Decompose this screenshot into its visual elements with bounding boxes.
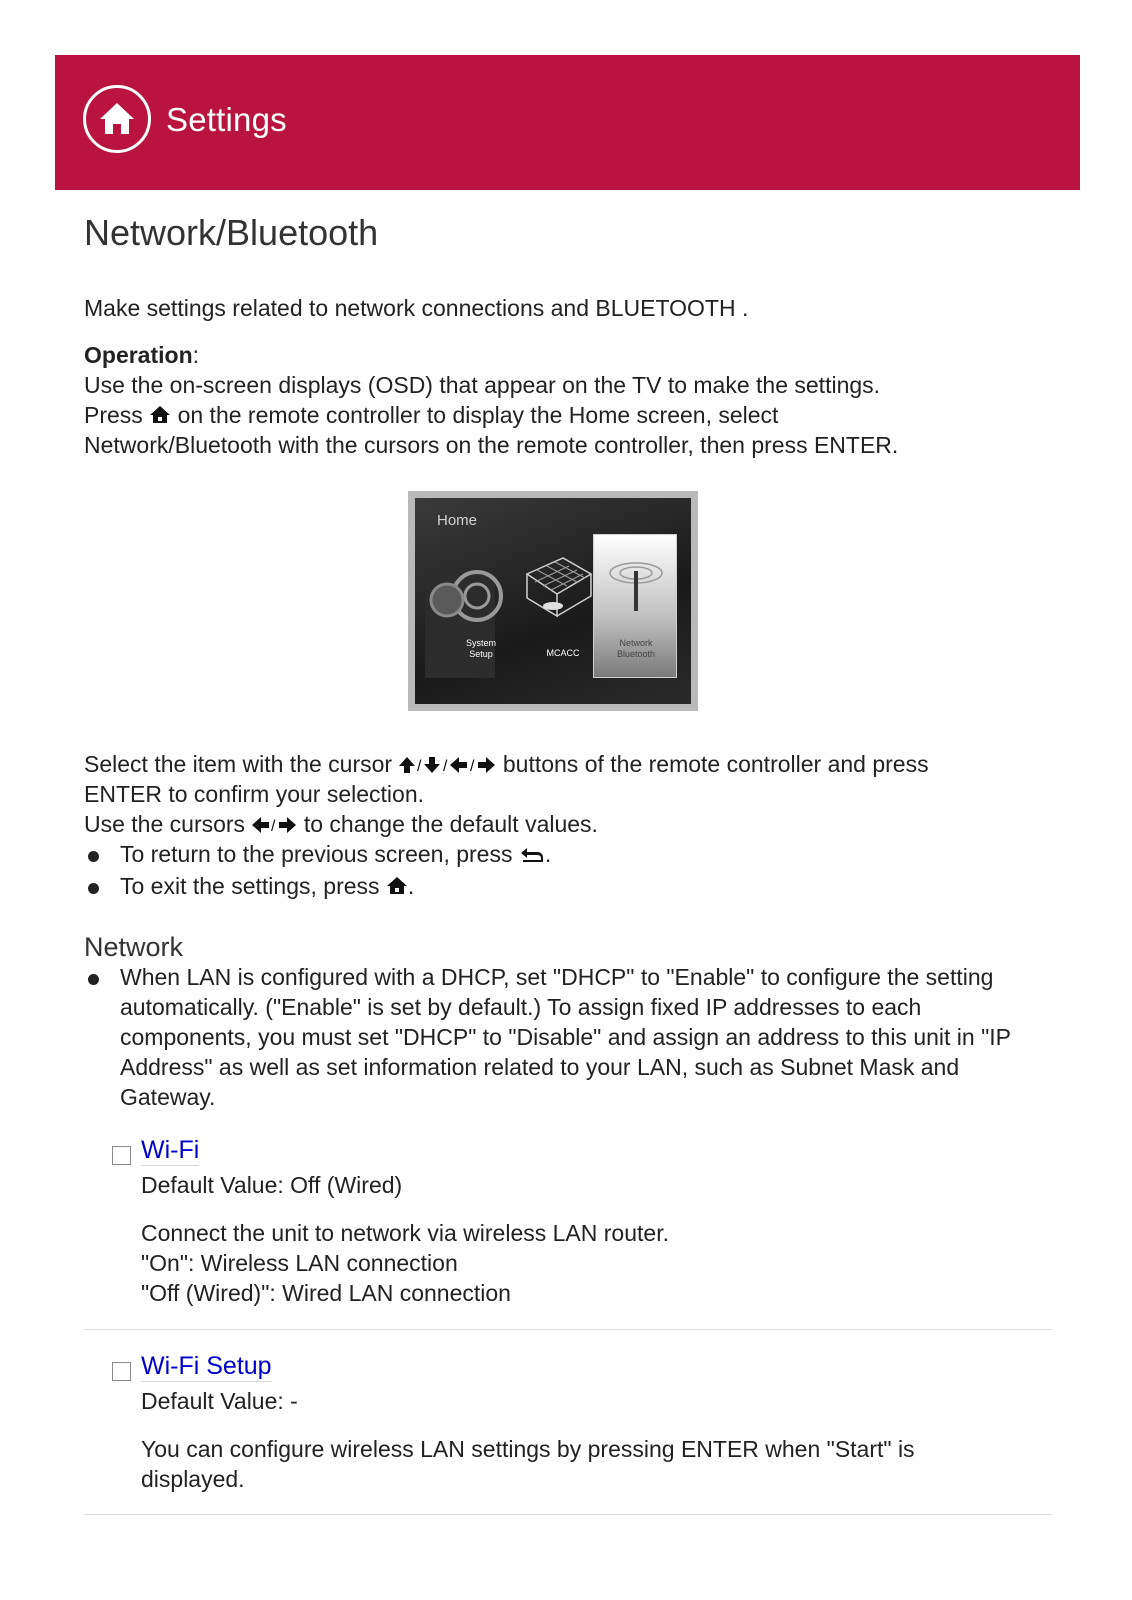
header-banner (55, 55, 1080, 190)
osd-mcacc-label: MCACC (546, 648, 580, 658)
gear-icon (427, 568, 507, 638)
osd-system-setup-line2: Setup (469, 649, 493, 659)
nav-bullet-list (84, 839, 551, 903)
list-item (84, 871, 551, 903)
home-key-icon (386, 873, 408, 903)
network-section-title: Network (84, 932, 184, 962)
divider (84, 1329, 1052, 1330)
wifi-setup-link[interactable]: Wi-Fi Setup (141, 1352, 272, 1380)
osd-network-label (613, 638, 659, 660)
intro-text: Make settings related to network connections and BLUETOOTH . (84, 295, 749, 321)
operation-line-1: Use the on-screen displays (OSD) that appear on the TV to make the settings. (84, 372, 881, 398)
svg-text:/: / (271, 818, 276, 834)
mcacc-grid-icon (523, 554, 595, 618)
svg-text:/: / (443, 758, 448, 774)
osd-home-label: Home (437, 512, 478, 529)
home-icon (83, 85, 151, 153)
wifi-checkbox[interactable] (112, 1146, 131, 1165)
nav-line-1 (84, 749, 929, 781)
return-instruction-end: . (544, 841, 552, 867)
operation-heading (84, 340, 199, 370)
nav-line-3 (84, 809, 598, 841)
wifi-link[interactable]: Wi-Fi (141, 1136, 200, 1164)
operation-line-2 (84, 400, 778, 432)
wifi-setup-desc-line-1: You can configure wireless LAN settings by pressing ENTER when "Start" is (141, 1436, 915, 1462)
left-right-arrows-icon (251, 811, 297, 841)
antenna-icon (606, 559, 666, 615)
wifi-desc-line-2: "On": Wireless LAN connection (141, 1250, 458, 1276)
nav-line-3-pre: Use the cursors (84, 811, 246, 837)
nav-line-1-post: buttons of the remote controller and press (502, 751, 929, 777)
nav-line-2: ENTER to confirm your selection. (84, 781, 425, 807)
wifi-desc-line-3: "Off (Wired)": Wired LAN connection (141, 1280, 511, 1306)
operation-line-2-pre: Press (84, 402, 143, 428)
network-bullet-list (84, 962, 1024, 1112)
cursor-arrows-icon (398, 751, 496, 781)
wifi-setup-checkbox[interactable] (112, 1362, 131, 1381)
osd-system-setup-label (461, 638, 501, 660)
page-title: Network/Bluetooth (84, 212, 379, 253)
list-item: When LAN is configured with a DHCP, set "DHCP" to "Enable" to configure the setting automatically. ("Enable" is set by default.) To assign fixed IP addresses to each components, you must set "DHCP" to "Disable" and assign an address to this unit in "IP Address" as well as set information related to your LAN, such as Subnet Mask and Gateway. (84, 962, 1024, 1112)
operation-line-3: Network/Bluetooth with the cursors on the remote controller, then press ENTER. (84, 432, 899, 458)
osd-screen (415, 498, 691, 704)
svg-text:/: / (470, 758, 475, 774)
return-icon (519, 841, 545, 871)
wifi-setup-default-value: Default Value: - (141, 1388, 298, 1414)
nav-line-3-post: to change the default values. (303, 811, 598, 837)
operation-colon: : (192, 342, 200, 368)
osd-system-setup-line1: System (465, 638, 496, 648)
operation-label: Operation (84, 342, 193, 368)
wifi-default-value: Default Value: Off (Wired) (141, 1172, 403, 1198)
home-key-icon (149, 402, 171, 432)
osd-network-line1: Network (619, 638, 653, 648)
operation-line-2-post: on the remote controller to display the Home screen, select (177, 402, 779, 428)
wifi-setup-desc-line-2: displayed. (141, 1466, 245, 1492)
nav-line-1-pre: Select the item with the cursor (84, 751, 393, 777)
header-title: Settings (166, 101, 287, 138)
exit-instruction: To exit the settings, press (120, 873, 380, 899)
exit-instruction-end: . (407, 873, 415, 899)
wifi-desc-line-1: Connect the unit to network via wireless LAN router. (141, 1220, 669, 1246)
svg-text:/: / (417, 758, 422, 774)
return-instruction: To return to the previous screen, press (120, 841, 513, 867)
osd-network-line2: Bluetooth (616, 649, 656, 659)
home-screen-image (408, 491, 698, 711)
divider (84, 1514, 1052, 1515)
list-item (84, 839, 551, 871)
